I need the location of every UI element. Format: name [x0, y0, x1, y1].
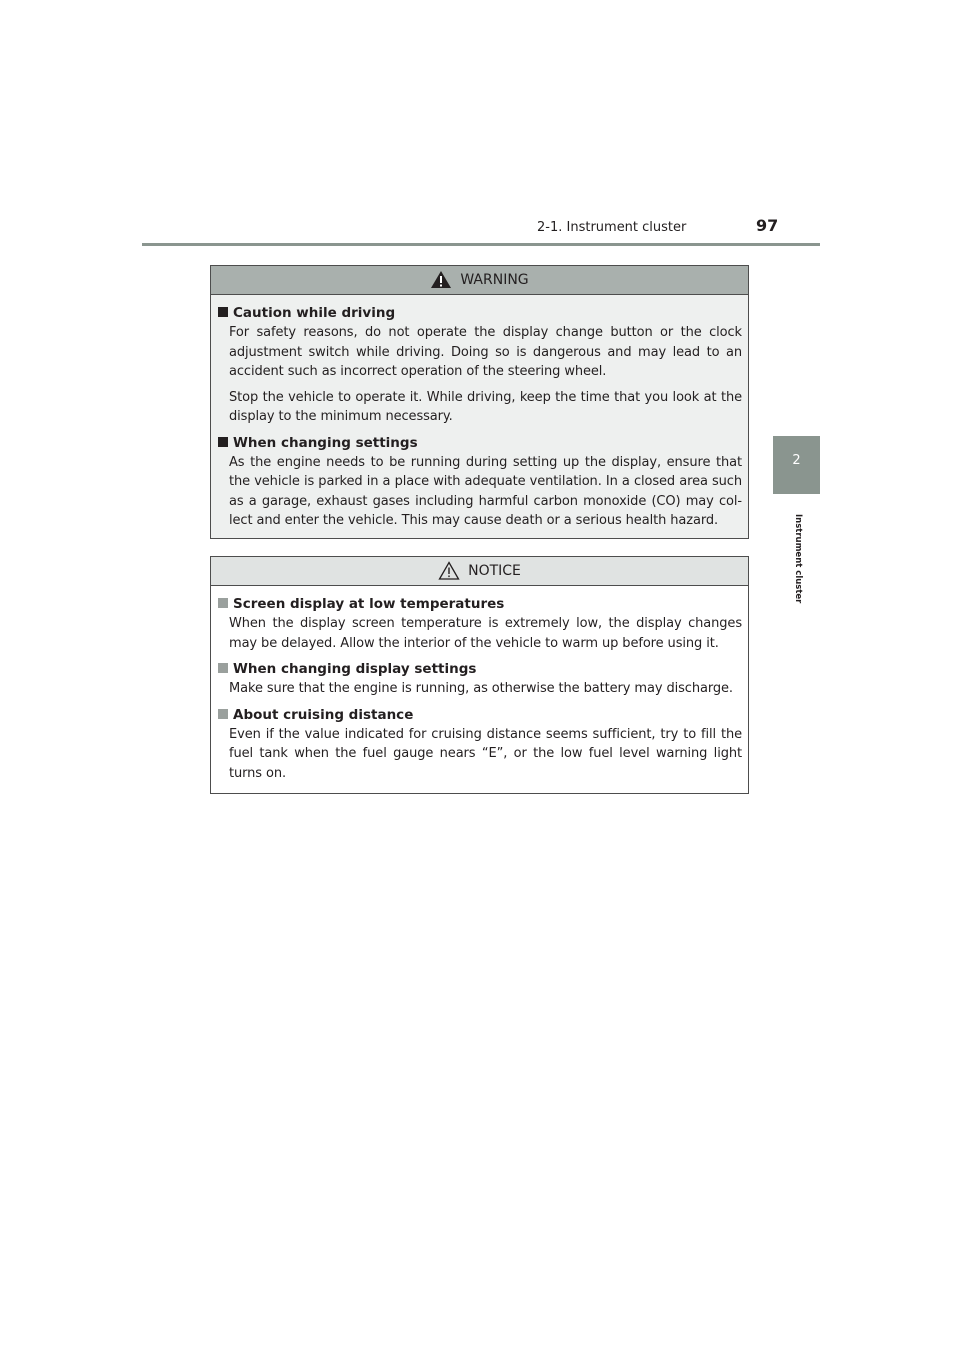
warning-box [210, 265, 749, 539]
warning-item-heading: When changing settings [218, 433, 742, 453]
bullet-square-icon [218, 663, 228, 673]
notice-box [210, 556, 749, 794]
header-divider [142, 243, 820, 246]
bullet-square-icon [218, 709, 228, 719]
bullet-square-icon [218, 307, 228, 317]
warning-item [218, 433, 742, 531]
chapter-label: Instrument cluster [793, 514, 803, 604]
notice-item-heading: Screen display at low temperatures [218, 594, 742, 614]
bullet-square-icon [218, 598, 228, 608]
warning-paragraph: For safety reasons, do not operate the display change button or the clock adjustment switch while driving. Doing so is dangerous and may lead to an accident such as incorrect operation of the steering wheel. [229, 325, 742, 379]
chapter-number: 2 [792, 453, 801, 468]
notice-paragraph: Make sure that the engine is running, as otherwise the battery may discharge. [229, 681, 733, 696]
warning-item-heading: Caution while driving [218, 303, 742, 323]
chapter-tab [773, 436, 820, 494]
page-number: 97 [756, 216, 779, 235]
notice-item [218, 594, 742, 653]
notice-header [211, 557, 748, 586]
warning-paragraph: As the engine needs to be running during setting up the display, ensure that the vehicle is parked in a place with adequate ventilation. In a closed area such as a garage, exhaust gases including harmful carbon monoxide (CO) may col-lect and enter the vehicle. This may cause death or a serious health hazard. [229, 454, 742, 528]
warning-paragraph: Stop the vehicle to operate it. While driving, keep the time that you look at the display to the minimum necessary. [229, 389, 742, 424]
bullet-square-icon [218, 437, 228, 447]
notice-paragraph: When the display screen temperature is extremely low, the display changes may be delayed. Allow the interior of the vehicle to warm up before using it. [229, 616, 742, 651]
warning-triangle-icon [430, 270, 452, 289]
notice-title: NOTICE [468, 563, 521, 579]
notice-paragraph: Even if the value indicated for cruising distance seems sufficient, try to fill the fuel tank when the fuel gauge nears “E”, or the low fuel level warning light turns on. [229, 726, 742, 781]
notice-item-heading: About cruising distance [218, 705, 742, 725]
warning-item [218, 303, 742, 427]
notice-item-heading: When changing display settings [218, 659, 742, 679]
section-title: 2-1. Instrument cluster [537, 220, 687, 235]
warning-title: WARNING [460, 272, 529, 288]
caution-triangle-outline-icon [438, 561, 460, 580]
notice-item [218, 705, 742, 784]
warning-header [211, 266, 748, 295]
notice-item [218, 659, 742, 699]
